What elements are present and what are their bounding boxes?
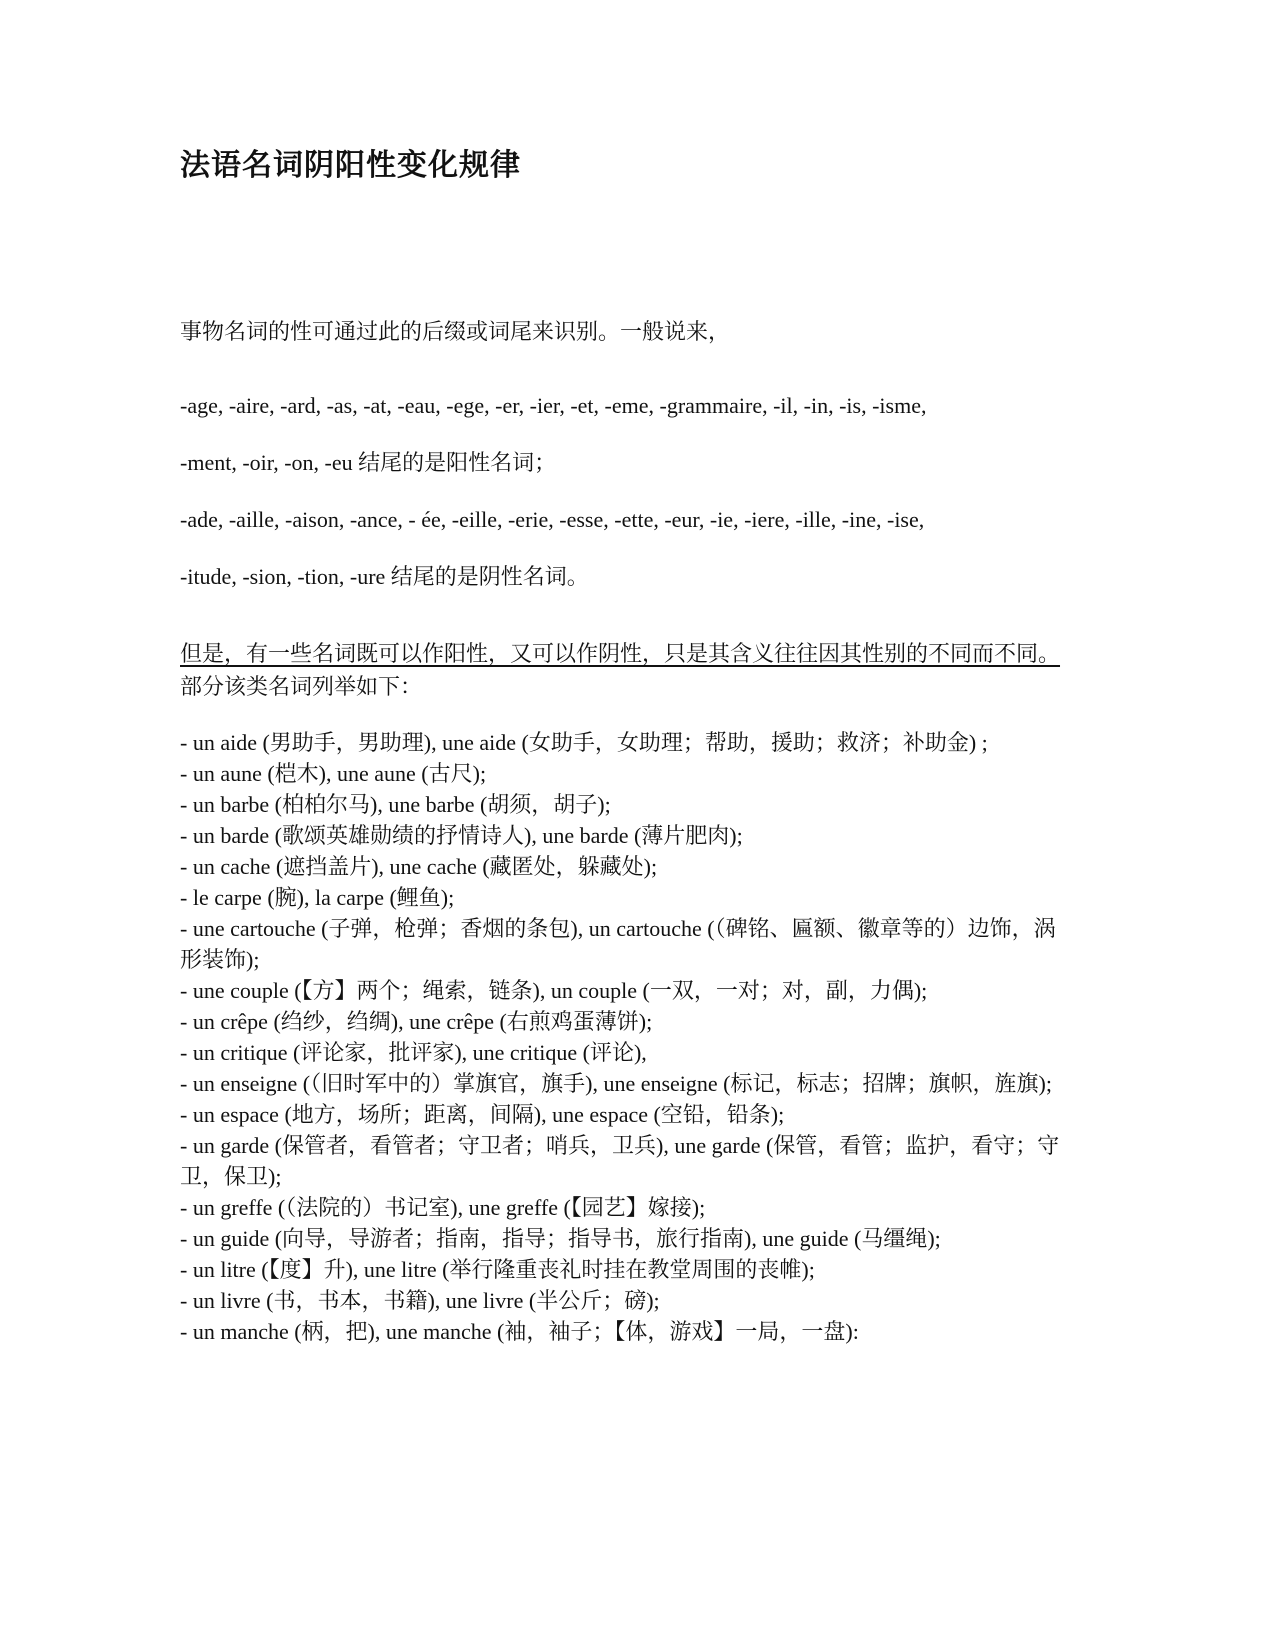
page-title: 法语名词阴阳性变化规律	[180, 148, 521, 183]
list-item: - un livre (书，书本，书籍), une livre (半公斤；磅);	[180, 1288, 660, 1313]
list-item: - un espace (地方，场所；距离，间隔), une espace (空铅，铅条);	[180, 1102, 785, 1127]
list-item: - un litre (【度】升), une litre (举行隆重丧礼时挂在教堂周围的丧帷);	[180, 1257, 815, 1282]
list-item: - un garde (保管者，看管者；守卫者；哨兵，卫兵), une garde (保管，看管；监护，看守；守卫，保卫);	[180, 1133, 1060, 1189]
exception-note-underlined: 但是，有一些名词既可以作阳性，又可以作阴性，只是其含义往往因其性别的不同而不同。	[180, 641, 1061, 666]
list-item: - une couple (【方】两个；绳索，链条), un couple (一双，一对；对，副，力偶);	[180, 978, 928, 1003]
list-item: - un manche (柄，把), une manche (袖，袖子；【体，游戏】一局，一盘):	[180, 1319, 859, 1344]
list-item: - une cartouche (子弹，枪弹；香烟的条包), un cartouche (（碑铭、匾额、徽章等的）边饰，涡形装饰);	[180, 916, 1056, 972]
list-item: - un barde (歌颂英雄勋绩的抒情诗人), une barde (薄片肥肉);	[180, 823, 743, 848]
feminine-suffixes-line-2: -itude, -sion, -tion, -ure 结尾的是阴性名词。	[180, 564, 589, 589]
masculine-suffixes-line-2: -ment, -oir, -on, -eu 结尾的是阳性名词；	[180, 450, 557, 475]
list-item: - un aide (男助手，男助理), une aide (女助手，女助理；帮助，援助；救济；补助金) ;	[180, 730, 988, 755]
list-item: - un crêpe (绉纱，绉绸), une crêpe (右煎鸡蛋薄饼);	[180, 1009, 653, 1034]
list-item: - un greffe (（法院的）书记室), une greffe (【园艺】嫁接);	[180, 1195, 706, 1220]
masculine-suffixes-line-1: -age, -aire, -ard, -as, -at, -eau, -ege, -er, -ier, -et, -eme, -grammaire, -il, -in, -is, -isme,	[180, 393, 927, 418]
list-item: - un critique (评论家，批评家), une critique (评论),	[180, 1040, 647, 1065]
exception-note-rest: 部分该类名词列举如下：	[180, 674, 423, 699]
list-item: - un cache (遮挡盖片), une cache (藏匿处，躲藏处);	[180, 854, 658, 879]
noun-list	[180, 727, 1060, 1347]
list-item: - un barbe (柏柏尔马), une barbe (胡须，胡子);	[180, 792, 611, 817]
feminine-suffixes-line-1: -ade, -aille, -aison, -ance, - ée, -eille, -erie, -esse, -ette, -eur, -ie, -iere, -ille, -ine, -ise,	[180, 507, 925, 532]
list-item: - le carpe (腕), la carpe (鲤鱼);	[180, 885, 455, 910]
list-item: - un guide (向导，导游者；指南，指导；指导书，旅行指南), une guide (马缰绳);	[180, 1226, 941, 1251]
list-item: - un enseigne (（旧时军中的）掌旗官，旗手), une enseigne (标记，标志；招牌；旗帜，旌旗);	[180, 1071, 1052, 1096]
intro-paragraph: 事物名词的性可通过此的后缀或词尾来识别。一般说来，	[180, 319, 731, 344]
list-item: - un aune (桤木), une aune (古尺);	[180, 761, 487, 786]
exception-note	[180, 637, 1060, 703]
